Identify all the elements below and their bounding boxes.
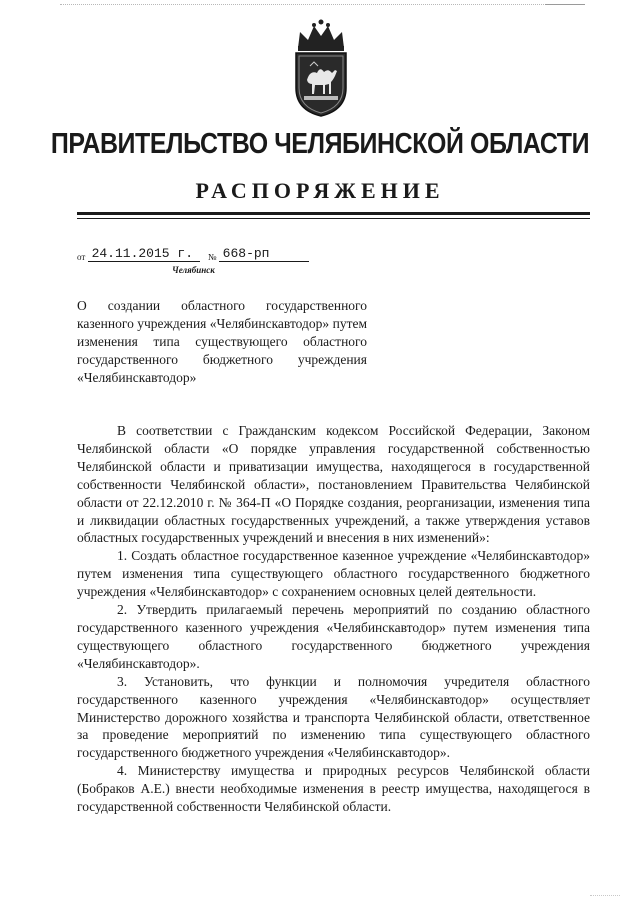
item-1-paragraph: 1. Создать областное государственное казенное учреждение «Челябинскавтодор» путем изменения типа существующего областного государственного бюджетного учреждения «Челябинскавтодор» с сохранением основных целей деятельности.: [77, 548, 590, 600]
item-4-paragraph: 4. Министерству имущества и природных ресурсов Челябинской области (Бобраков А.Е.) внести необходимые изменения в реестр имущества, находящегося в государственной собственности Челябинской области.: [77, 763, 590, 815]
item-3-paragraph: 3. Установить, что функции и полномочия учредителя областного государственного казенного учреждения «Челябинскавтодор» осуществляет Министерство дорожного хозяйства и транспорта Челябинской области, ответственное за проведение мероприятий по изменению типа существующего областного государственного бюджетного учреждения «Челябинскавтодор».: [77, 673, 590, 761]
scan-artifact-top-right: [545, 4, 585, 7]
document-subject: О создании областного государственного казенного учреждения «Челябинскавтодор» путем изменения типа существующего областного государственного бюджетного учреждения «Челябинскавтодор»: [77, 298, 367, 385]
chelyabinsk-coat-of-arms-icon: [290, 18, 352, 118]
document-body: [77, 422, 590, 816]
city: Челябинск: [172, 265, 215, 275]
preamble-paragraph: В соответствии с Гражданским кодексом Российской Федерации, Законом Челябинской области «О порядке управления государственной собственностью Челябинской области и приватизации имущества, находящегося в государственной собственности Челябинской области», постановлением Правительства Челябинской области от 22.12.2010 г. № 364-П «О Порядке создания, реорганизации, изменения типа и ликвидации областных государственных учреждений, а также утверждения уставов областных государственных учреждений и внесения в них изменений»:: [77, 423, 590, 546]
document-type: РАСПОРЯЖЕНИЕ: [195, 178, 445, 203]
government-title: ПРАВИТЕЛЬСТВО ЧЕЛЯБИНСКОЙ ОБЛАСТИ: [50, 128, 590, 160]
number-label: №: [207, 252, 217, 262]
header-rule-thin: [77, 218, 590, 219]
scan-artifact-top: [60, 4, 580, 8]
scan-artifact-bottom: [590, 895, 620, 900]
header-rule-thick: [77, 212, 590, 215]
item-2-paragraph: 2. Утвердить прилагаемый перечень мероприятий по созданию областного государственного казенного учреждения «Челябинскавтодор» путем изменения типа существующего областного государственного бюджетного учреждения «Челябинскавтодор».: [77, 602, 590, 671]
number-value: 668-рп: [219, 246, 309, 262]
date-label: от: [77, 252, 86, 262]
date-value: 24.11.2015 г.: [88, 246, 200, 262]
date-number-row: [77, 246, 309, 266]
